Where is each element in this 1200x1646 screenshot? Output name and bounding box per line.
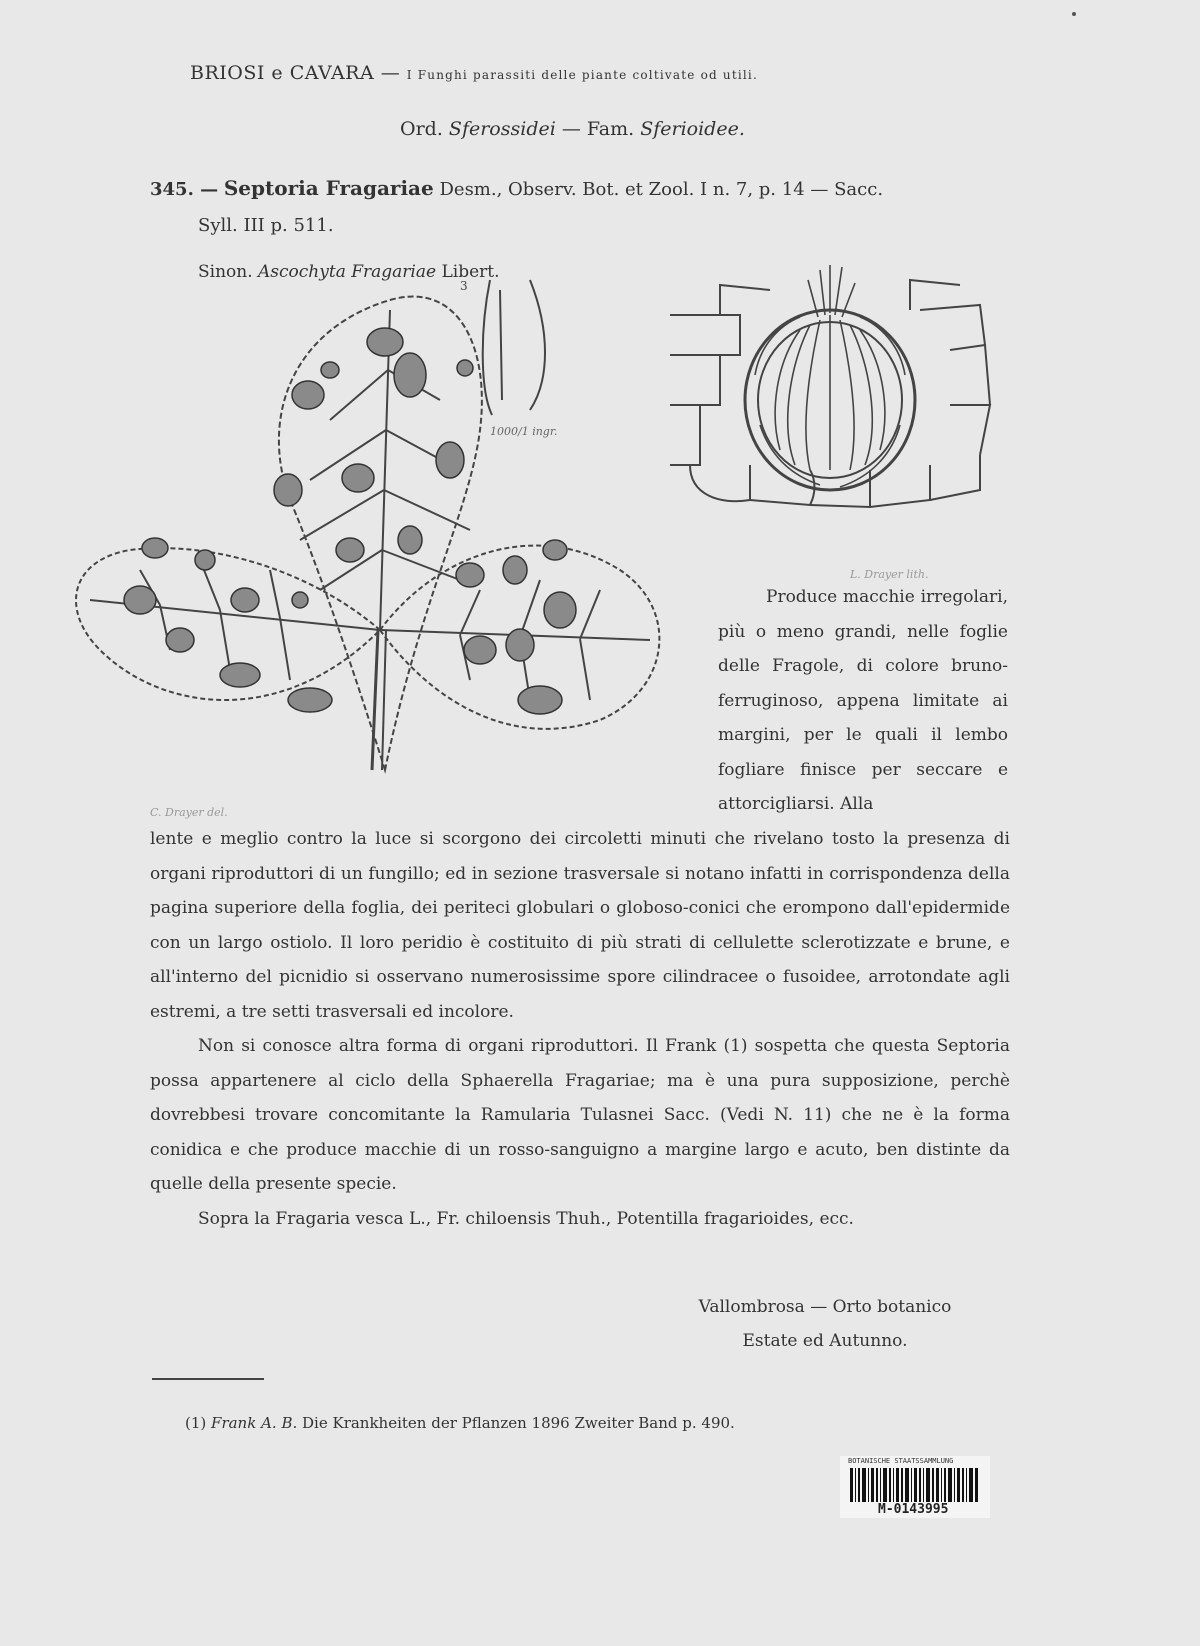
strawberry-leaf-illustration [60, 270, 680, 810]
description-continuation: lente e meglio contro la luce si scorgono dei circoletti minuti che rivelano tosto la presenza di organi riproduttori di un fungillo; ed in sezione trasversale si notano infatti in corrispondenza della pagina superiore della foglia, dei periteci globulari o globoso-conici che erompono dall'epidermide con un largo ostiolo. Il loro peridio è costituito di più strati di cellulette sclerotizzate e brune, e all'interno del picnidio si osservano numerosissime spore cilindracee o fusoidee, arrotondate agli estremi, a tre setti trasversali ed incolore. [150, 829, 1010, 1022]
description-body [150, 822, 1010, 1236]
reference-line-1: Desm., Observ. Bot. et Zool. I n. 7, p. 14 — Sacc. [439, 179, 884, 200]
locality-block [660, 1290, 990, 1358]
ordine-label: Ord. [400, 118, 443, 140]
ordo-dash: — [561, 118, 581, 140]
footnote [185, 1414, 735, 1432]
locality-place: Vallombrosa — Orto botanico [698, 1297, 952, 1317]
paragraph-other-forms: Non si conosce altra forma di organi riproduttori. Il Frank (1) sospetta che questa Septoria possa appartenere al ciclo della Sphaerella Fragariae; ma è una pura supposizione, perchè dovrebbesi trovare concomitante la Ramularia Tulasnei Sacc. (Vedi N. 11) che ne è la forma conidica e che produce macchie di un rosso-sanguigno a margine largo e acuto, ben distinte da quelle della presente specie. [150, 1036, 1010, 1194]
synonym-name: Ascochyta Fragariae [258, 262, 437, 282]
header-title: I Funghi parassiti delle piante coltivate od utili. [406, 68, 758, 82]
classification-line [400, 118, 900, 140]
species-name: Septoria Fragariae [223, 176, 434, 200]
pycnidium-section-illustration [660, 265, 1000, 545]
description-right-column [718, 580, 1008, 822]
footnote-rule [152, 1378, 264, 1380]
barcode-number: M-0143995 [878, 1502, 949, 1517]
host-plants: Sopra la Fragaria vesca L., Fr. chiloensis Thuh., Potentilla fragarioides, ecc. [198, 1208, 854, 1229]
synonym-label: Sinon. [198, 262, 253, 282]
locality-season: Estate ed Autunno. [742, 1331, 908, 1351]
signature-artist: C. Drayer del. [150, 806, 228, 819]
ordine-name: Sferossidei [448, 118, 556, 140]
footnote-author: Frank A. B. [211, 1414, 298, 1432]
family-label: Fam. [586, 118, 635, 140]
family-name: Sferioidee. [640, 118, 745, 140]
footnote-marker: (1) [185, 1414, 207, 1432]
header-authors: BRIOSI e CAVARA [190, 62, 375, 84]
synonym-author: Libert. [441, 262, 500, 282]
description-right-text: Produce macchie irregolari, più o meno grandi, nelle foglie delle Fragole, di colore bruno-ferruginoso, appena limitate ai margini, per le quali il lembo fogliare finisce per seccare e attorcigliarsi. Alla [718, 587, 1008, 814]
entry-number: 345. — [150, 179, 219, 200]
species-entry [150, 170, 1020, 244]
header-dash: — [380, 62, 401, 84]
figure-label-3: 3 [460, 279, 468, 293]
page-header [190, 62, 990, 84]
footnote-text: Die Krankheiten der Pflanzen 1896 Zweiter Band p. 490. [302, 1414, 735, 1432]
speck [1072, 12, 1076, 16]
barcode-icon [850, 1468, 980, 1502]
signature-lithographer: L. Drayer lith. [850, 568, 929, 581]
reference-line-2: Syll. III p. 511. [198, 215, 334, 236]
magnification-label: 1000/1 ingr. [490, 425, 558, 438]
barcode-label [840, 1456, 990, 1518]
barcode-institution: BOTANISCHE STAATSSAMMLUNG [848, 1457, 954, 1465]
